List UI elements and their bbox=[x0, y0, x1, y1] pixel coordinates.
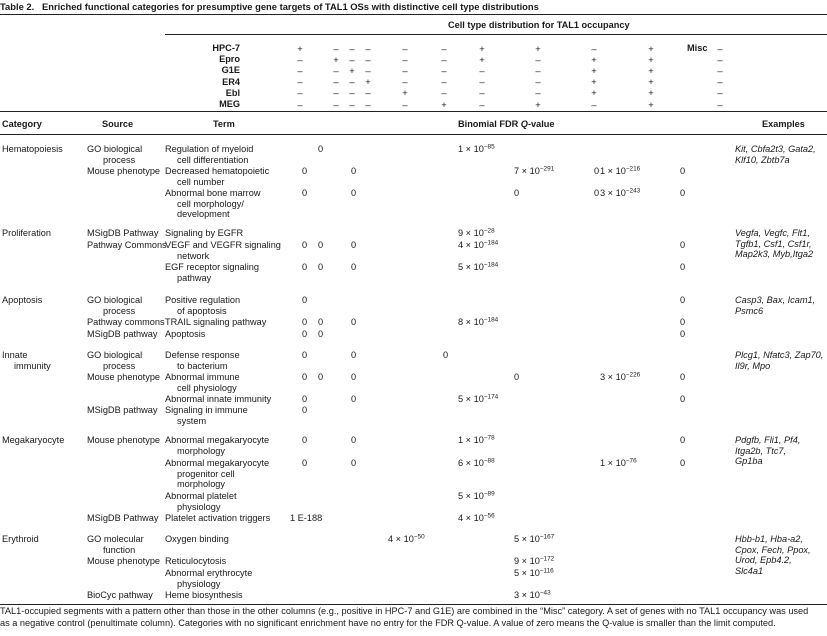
fdr-value: 0 bbox=[680, 435, 686, 445]
source-label: Pathway Commons bbox=[87, 240, 167, 250]
cell-type-ebl: Ebl bbox=[225, 87, 240, 98]
source-label: BioCyc pathway bbox=[87, 590, 153, 600]
occupancy-mark: – bbox=[535, 87, 541, 99]
term-label: development bbox=[177, 209, 230, 220]
fdr-value: 0 bbox=[680, 240, 686, 250]
occupancy-mark: – bbox=[333, 76, 339, 88]
source-label: Mouse phenotype bbox=[87, 435, 161, 445]
occupancy-mark: – bbox=[441, 76, 447, 88]
occupancy-mark: + bbox=[297, 42, 303, 54]
source-label: Mouse phenotype bbox=[87, 556, 161, 566]
fdr-value: $8 \times 10^{-184}$ bbox=[458, 316, 499, 327]
source-label: MSigDB Pathway bbox=[87, 513, 159, 523]
fdr-value: 0 bbox=[680, 394, 686, 404]
fdr-value: 0 bbox=[302, 188, 308, 198]
term-label: morphology bbox=[177, 479, 226, 490]
term-label: TRAIL signaling pathway bbox=[165, 317, 267, 327]
term-label: Signaling in immune bbox=[165, 405, 248, 415]
occupancy-mark: – bbox=[333, 64, 339, 76]
fdr-value: 0 bbox=[351, 394, 357, 404]
category-label: Megakaryocyte bbox=[2, 435, 65, 445]
example-genes: Plcg1, Nfatc3, Zap70, bbox=[735, 350, 824, 360]
term-label: cell physiology bbox=[177, 382, 237, 393]
occupancy-mark: – bbox=[591, 42, 597, 54]
term-label: Defense response bbox=[165, 350, 240, 360]
fdr-value: 0 bbox=[302, 350, 308, 360]
source-label: process bbox=[103, 154, 136, 165]
fdr-value: $5 \times 10^{-116}$ bbox=[514, 567, 554, 578]
term-label: VEGF and VEGFR signaling bbox=[165, 240, 281, 250]
group-header: Cell type distribution for TAL1 occupancy bbox=[448, 20, 630, 30]
fdr-value: 0 bbox=[318, 144, 324, 154]
occupancy-mark: – bbox=[297, 87, 303, 99]
term-label: network bbox=[177, 250, 210, 261]
term-label: Apoptosis bbox=[165, 329, 206, 339]
fdr-value: 0 bbox=[302, 262, 308, 272]
occupancy-mark: + bbox=[402, 87, 408, 99]
fdr-value: 0 bbox=[680, 166, 686, 176]
fdr-value: 0 bbox=[302, 435, 308, 445]
category-label: Innate bbox=[2, 350, 28, 360]
occupancy-mark: + bbox=[479, 53, 485, 65]
fdr-value: 0 bbox=[351, 372, 357, 382]
occupancy-mark: – bbox=[441, 42, 447, 54]
fdr-value: $3 \times 10^{-43}$ bbox=[514, 589, 551, 600]
fdr-value: 1 E-188 bbox=[290, 513, 323, 523]
fdr-value: 0 bbox=[351, 262, 357, 272]
control-mark: – bbox=[717, 64, 723, 76]
occupancy-mark: – bbox=[365, 53, 371, 65]
cell-type-meg: MEG bbox=[219, 99, 240, 109]
example-genes: Slc4a1 bbox=[735, 565, 764, 576]
occupancy-mark: – bbox=[297, 98, 303, 110]
fdr-value: 0 bbox=[443, 350, 449, 360]
fdr-value: 0 bbox=[318, 372, 324, 382]
occupancy-mark: – bbox=[479, 87, 485, 99]
fdr-value: $7 \times 10^{-291}$ bbox=[514, 165, 555, 176]
example-genes: Pdgfb, Fli1, Pf4, bbox=[735, 435, 801, 445]
term-label: Abnormal megakaryocyte bbox=[165, 458, 270, 468]
control-mark: – bbox=[717, 87, 723, 99]
occupancy-mark: – bbox=[535, 76, 541, 88]
source-label: Mouse phenotype bbox=[87, 372, 161, 382]
example-genes: Map2k3, Myb,Itga2 bbox=[735, 249, 814, 260]
fdr-value: 0 bbox=[351, 350, 357, 360]
fdr-value: 0 bbox=[594, 188, 600, 198]
occupancy-mark: – bbox=[365, 64, 371, 76]
misc-header: Misc bbox=[687, 43, 708, 53]
source-label: GO biological bbox=[87, 295, 143, 305]
occupancy-mark: – bbox=[297, 76, 303, 88]
occupancy-mark: – bbox=[365, 42, 371, 54]
occupancy-mark: + bbox=[648, 76, 654, 88]
occupancy-mark: + bbox=[479, 42, 485, 54]
occupancy-mark: – bbox=[349, 76, 355, 88]
fdr-value: $4 \times 10^{-184}$ bbox=[458, 239, 499, 250]
occupancy-mark: – bbox=[333, 87, 339, 99]
fdr-value: 0 bbox=[302, 317, 308, 327]
occupancy-mark: – bbox=[402, 53, 408, 65]
occupancy-mark: + bbox=[591, 87, 597, 99]
example-genes: Psmc6 bbox=[735, 305, 764, 316]
occupancy-mark: – bbox=[479, 76, 485, 88]
control-mark: – bbox=[717, 53, 723, 65]
occupancy-mark: – bbox=[479, 64, 485, 76]
fdr-value: $9 \times 10^{-28}$ bbox=[458, 227, 495, 238]
fdr-value: $3 \times 10^{-226}$ bbox=[600, 371, 641, 382]
fdr-value: $1 \times 10^{-76}$ bbox=[600, 457, 637, 468]
term-label: Abnormal megakaryocyte bbox=[165, 435, 270, 445]
fdr-value: $1 \times 10^{-216}$ bbox=[600, 165, 641, 176]
bottom-rule bbox=[0, 604, 827, 605]
group-rule bbox=[165, 34, 827, 35]
term-label: Abnormal erythrocyte bbox=[165, 568, 253, 578]
category-label: Hematopoiesis bbox=[2, 144, 63, 154]
fdr-value: 0 bbox=[351, 166, 357, 176]
term-label: Positive regulation bbox=[165, 295, 241, 305]
term-label: cell number bbox=[177, 176, 225, 187]
source-label: Mouse phenotype bbox=[87, 166, 161, 176]
term-label: Reticulocytosis bbox=[165, 556, 227, 566]
col-header-examples: Examples bbox=[762, 119, 805, 129]
occupancy-mark: – bbox=[402, 98, 408, 110]
category-label: Proliferation bbox=[2, 228, 52, 238]
col-header-category: Category bbox=[2, 119, 42, 129]
occupancy-mark: – bbox=[535, 64, 541, 76]
fdr-value: 0 bbox=[318, 329, 324, 339]
source-label: GO biological bbox=[87, 350, 143, 360]
term-label: pathway bbox=[177, 272, 212, 283]
source-label: process bbox=[103, 360, 136, 371]
example-genes: Itga2b, Ttc7, bbox=[735, 445, 787, 456]
col-header-term: Term bbox=[213, 119, 235, 129]
term-label: progenitor cell bbox=[177, 468, 235, 479]
source-label: MSigDB Pathway bbox=[87, 228, 159, 238]
term-label: system bbox=[177, 415, 207, 426]
fdr-value: $4 \times 10^{-50}$ bbox=[388, 533, 425, 544]
example-genes: Vegfa, Vegfc, Flt1, bbox=[735, 228, 810, 238]
cell-type-epro: Epro bbox=[219, 54, 240, 65]
fdr-value: 0 bbox=[680, 317, 686, 327]
occupancy-mark: – bbox=[349, 87, 355, 99]
fdr-value: 0 bbox=[351, 188, 357, 198]
occupancy-mark: – bbox=[591, 98, 597, 110]
fdr-value: 0 bbox=[514, 188, 520, 198]
occupancy-mark: – bbox=[441, 64, 447, 76]
fdr-value: $5 \times 10^{-184}$ bbox=[458, 261, 499, 272]
fdr-value: $3 \times 10^{-243}$ bbox=[600, 187, 641, 198]
top-rule bbox=[0, 14, 827, 15]
source-label: GO molecular bbox=[87, 534, 144, 544]
term-label: Heme biosynthesis bbox=[165, 590, 243, 600]
occupancy-mark: – bbox=[297, 64, 303, 76]
fdr-value: $1 \times 10^{-78}$ bbox=[458, 434, 495, 445]
control-mark: – bbox=[717, 42, 723, 54]
term-label: cell morphology/ bbox=[177, 198, 244, 209]
fdr-value: 0 bbox=[318, 262, 324, 272]
control-mark: – bbox=[717, 76, 723, 88]
cell-type-hpc7: HPC-7 bbox=[212, 43, 240, 53]
term-label: Abnormal immune bbox=[165, 372, 240, 382]
occupancy-mark: + bbox=[349, 64, 355, 76]
category-label: Apoptosis bbox=[2, 295, 43, 305]
fdr-value: 0 bbox=[680, 188, 686, 198]
occupancy-mark: + bbox=[441, 98, 447, 110]
source-label: process bbox=[103, 305, 136, 316]
cell-type-er4: ER4 bbox=[222, 76, 240, 87]
example-genes: Cpox, Fech, Ppox, bbox=[735, 544, 811, 555]
fdr-value: 0 bbox=[302, 166, 308, 176]
fdr-value: $1 \times 10^{-85}$ bbox=[458, 143, 495, 154]
occupancy-mark: + bbox=[648, 64, 654, 76]
fdr-value: $5 \times 10^{-89}$ bbox=[458, 490, 495, 501]
category-label: Erythroid bbox=[2, 534, 39, 544]
occupancy-mark: – bbox=[402, 76, 408, 88]
occupancy-mark: + bbox=[591, 53, 597, 65]
fdr-value: $6 \times 10^{-88}$ bbox=[458, 457, 495, 468]
footnote-line-2: as a negative control (penultimate column). Categories with no significant enrichment have no entry for the FDR Q-value. A value of zero means the Q-value is smaller than the limit computed. bbox=[0, 618, 776, 628]
footnote-line-1: TAL1-occupied segments with a pattern other than those in the other columns (e.g., positive in HPC-7 and G1E) are combined in the “Misc” category. A set of genes with no TAL1 occupancy was used bbox=[0, 606, 809, 616]
header-rule-2 bbox=[0, 134, 827, 135]
occupancy-mark: + bbox=[535, 98, 541, 110]
fdr-value: 0 bbox=[680, 262, 686, 272]
fdr-value: 0 bbox=[302, 295, 308, 305]
occupancy-mark: – bbox=[349, 53, 355, 65]
fdr-value: 0 bbox=[351, 240, 357, 250]
source-label: MSigDB pathway bbox=[87, 405, 158, 415]
source-label: GO biological bbox=[87, 144, 143, 154]
fdr-value: 0 bbox=[514, 372, 520, 382]
col-header-source: Source bbox=[102, 119, 134, 129]
term-label: Decreased hematopoietic bbox=[165, 166, 270, 176]
occupancy-mark: – bbox=[402, 64, 408, 76]
term-label: Regulation of myeloid bbox=[165, 144, 254, 154]
term-label: Oxygen binding bbox=[165, 534, 229, 544]
fdr-value: 0 bbox=[302, 405, 308, 415]
occupancy-mark: – bbox=[479, 98, 485, 110]
fdr-value: 0 bbox=[318, 317, 324, 327]
occupancy-mark: – bbox=[297, 53, 303, 65]
control-mark: – bbox=[717, 98, 723, 110]
cell-type-g1e: G1E bbox=[221, 65, 240, 76]
example-genes: Il9r, Mpo bbox=[735, 360, 771, 371]
col-header-fdr-q: Q bbox=[520, 119, 528, 129]
example-genes: Hbb-b1, Hba-a2, bbox=[735, 534, 803, 544]
header-rule-1 bbox=[0, 111, 827, 112]
fdr-value: 0 bbox=[680, 329, 686, 339]
fdr-value: 0 bbox=[351, 458, 357, 468]
fdr-value: $9 \times 10^{-172}$ bbox=[514, 555, 555, 566]
occupancy-mark: – bbox=[441, 87, 447, 99]
occupancy-mark: – bbox=[349, 98, 355, 110]
occupancy-mark: + bbox=[591, 76, 597, 88]
fdr-value: 0 bbox=[302, 394, 308, 404]
source-label: MSigDB pathway bbox=[87, 329, 158, 339]
term-label: Signaling by EGFR bbox=[165, 228, 244, 238]
fdr-value: 0 bbox=[318, 240, 324, 250]
term-label: cell differentiation bbox=[177, 154, 249, 165]
fdr-value: $4 \times 10^{-56}$ bbox=[458, 512, 495, 523]
table-title bbox=[0, 1, 539, 12]
fdr-value: 0 bbox=[302, 329, 308, 339]
occupancy-mark: – bbox=[333, 42, 339, 54]
example-genes: Gp1ba bbox=[735, 456, 763, 467]
occupancy-mark: + bbox=[648, 53, 654, 65]
occupancy-mark: + bbox=[535, 42, 541, 54]
fdr-value: $5 \times 10^{-174}$ bbox=[458, 393, 499, 404]
occupancy-mark: + bbox=[365, 76, 371, 88]
fdr-value: 0 bbox=[594, 166, 600, 176]
fdr-value: 0 bbox=[302, 458, 308, 468]
fdr-value: 0 bbox=[680, 372, 686, 382]
example-genes: Urod, Epb4.2, bbox=[735, 555, 792, 566]
occupancy-mark: + bbox=[648, 42, 654, 54]
occupancy-mark: – bbox=[333, 98, 339, 110]
occupancy-mark: – bbox=[365, 98, 371, 110]
fdr-value: 0 bbox=[302, 372, 308, 382]
term-label: to bacterium bbox=[177, 360, 228, 371]
occupancy-mark: + bbox=[648, 87, 654, 99]
occupancy-mark: – bbox=[535, 53, 541, 65]
occupancy-mark: – bbox=[441, 53, 447, 65]
col-header-fdr: Binomial FDR Q-value bbox=[458, 119, 555, 129]
example-genes: Klf10, Zbtb7a bbox=[735, 154, 790, 165]
source-label: Pathway commons bbox=[87, 317, 165, 327]
term-label: Abnormal platelet bbox=[165, 491, 237, 501]
example-genes: Casp3, Bax, Icam1, bbox=[735, 295, 816, 305]
category-label: immunity bbox=[14, 360, 51, 371]
fdr-value: 0 bbox=[351, 435, 357, 445]
example-genes: Kit, Cbfa2t3, Gata2, bbox=[735, 144, 816, 154]
source-label: function bbox=[103, 544, 136, 555]
term-label: Platelet activation triggers bbox=[165, 513, 271, 523]
term-label: physiology bbox=[177, 578, 221, 589]
example-genes: Tgfb1, Csf1, Csf1r, bbox=[735, 238, 812, 249]
occupancy-mark: + bbox=[591, 64, 597, 76]
term-label: Abnormal innate immunity bbox=[165, 394, 272, 404]
occupancy-mark: – bbox=[402, 42, 408, 54]
term-label: of apoptosis bbox=[177, 305, 227, 316]
fdr-value: 0 bbox=[680, 295, 686, 305]
fdr-value: 0 bbox=[680, 458, 686, 468]
occupancy-mark: + bbox=[333, 53, 339, 65]
table-label: Table 2. bbox=[0, 1, 35, 12]
term-label: morphology bbox=[177, 445, 226, 456]
occupancy-mark: – bbox=[349, 42, 355, 54]
occupancy-mark: + bbox=[648, 98, 654, 110]
term-label: EGF receptor signaling bbox=[165, 262, 259, 272]
occupancy-mark: – bbox=[365, 87, 371, 99]
term-label: Abnormal bone marrow bbox=[165, 188, 261, 198]
fdr-value: 0 bbox=[302, 240, 308, 250]
table-caption: Enriched functional categories for presumptive gene targets of TAL1 OSs with distinctive cell type distributions bbox=[42, 1, 539, 12]
fdr-value: $5 \times 10^{-167}$ bbox=[514, 533, 555, 544]
term-label: physiology bbox=[177, 501, 221, 512]
fdr-value: 0 bbox=[351, 317, 357, 327]
